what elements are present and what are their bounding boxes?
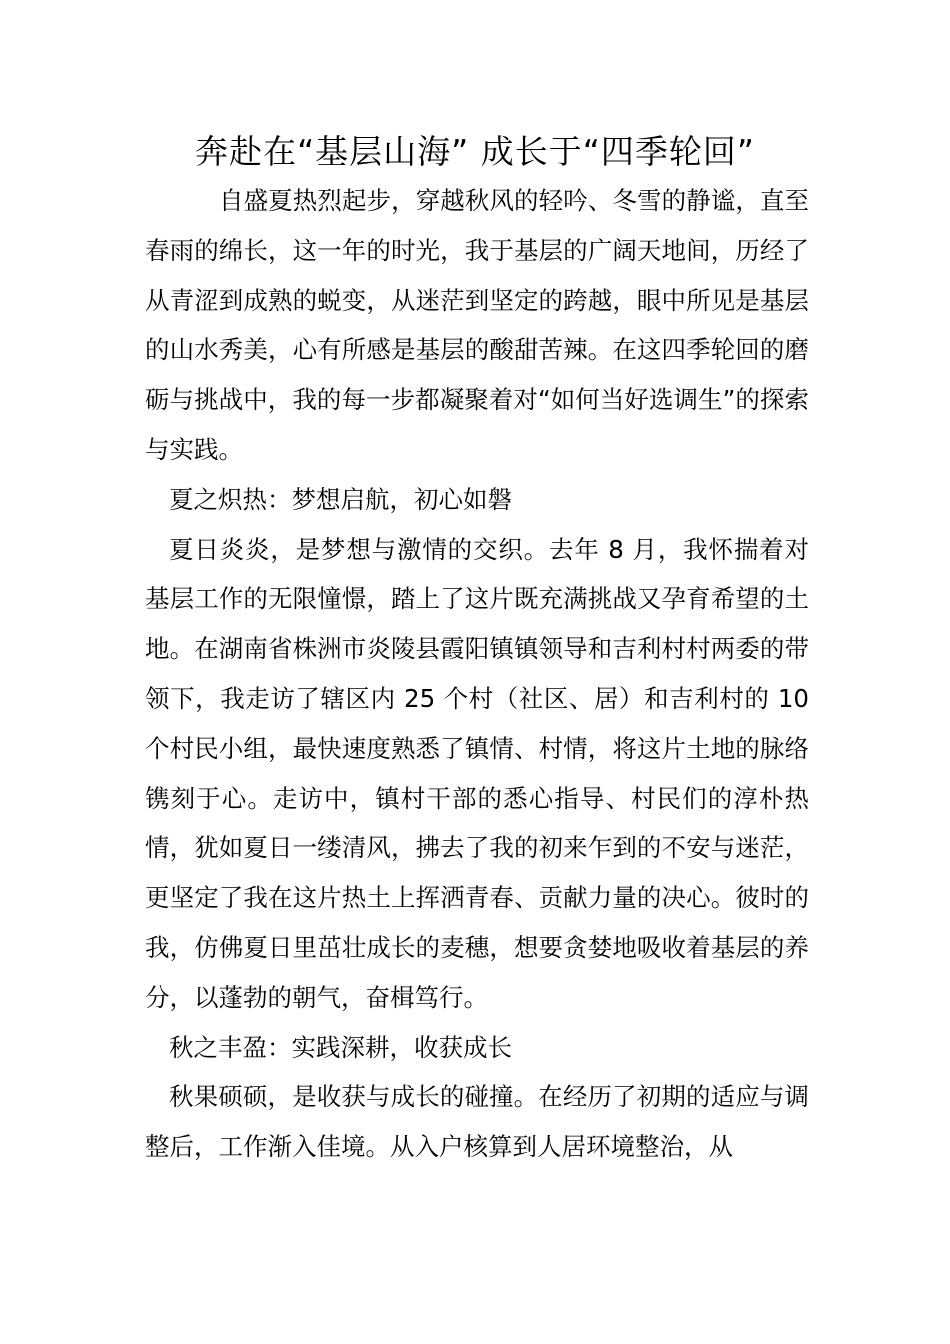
document-title: 奔赴在“基层山海” 成长于“四季轮回” xyxy=(195,132,755,171)
intro-paragraph: 自盛夏热烈起步，穿越秋风的轻吟、冬雪的静谧，直至春雨的绵长，这一年的时光，我于基层的广阔天地间，历经了从青涩到成熟的蜕变，从迷茫到坚定的跨越，眼中所见是基层的山水秀美，心有所感是基层的酸甜苦辣。在这四季轮回的磨砺与挑战中，我的每一步都凝聚着对“如何当好选调生”的探索与实践。 xyxy=(145,186,809,464)
document-body xyxy=(145,176,809,1172)
section-paragraph-summer: 夏日炎炎，是梦想与激情的交织。去年 8 月，我怀揣着对基层工作的无限憧憬，踏上了这片既充满挑战又孕育希望的土地。在湖南省株洲市炎陵县霞阳镇镇领导和吉利村村两委的带领下，我走访了辖区内 25 个村（社区、居）和吉利村的 10 个村民小组，最快速度熟悉了镇情、村情，将这片土地的脉络镌刻于心。走访中，镇村干部的悉心指导、村民们的淳朴热情，犹如夏日一缕清风，拂去了我的初来乍到的不安与迷茫，更坚定了我在这片热土上挥洒青春、贡献力量的决心。彼时的我，仿佛夏日里茁壮成长的麦穗，想要贪婪地吸收着基层的养分，以蓬勃的朝气，奋楫笃行。 xyxy=(145,534,809,1012)
section-paragraph-autumn: 秋果硕硕，是收获与成长的碰撞。在经历了初期的适应与调整后，工作渐入佳境。从入户核算到人居环境整治，从 xyxy=(145,1082,809,1162)
section-heading-autumn: 秋之丰盈：实践深耕，收获成长 xyxy=(169,1032,512,1062)
section-heading-summer: 夏之炽热：梦想启航，初心如磐 xyxy=(169,484,512,514)
